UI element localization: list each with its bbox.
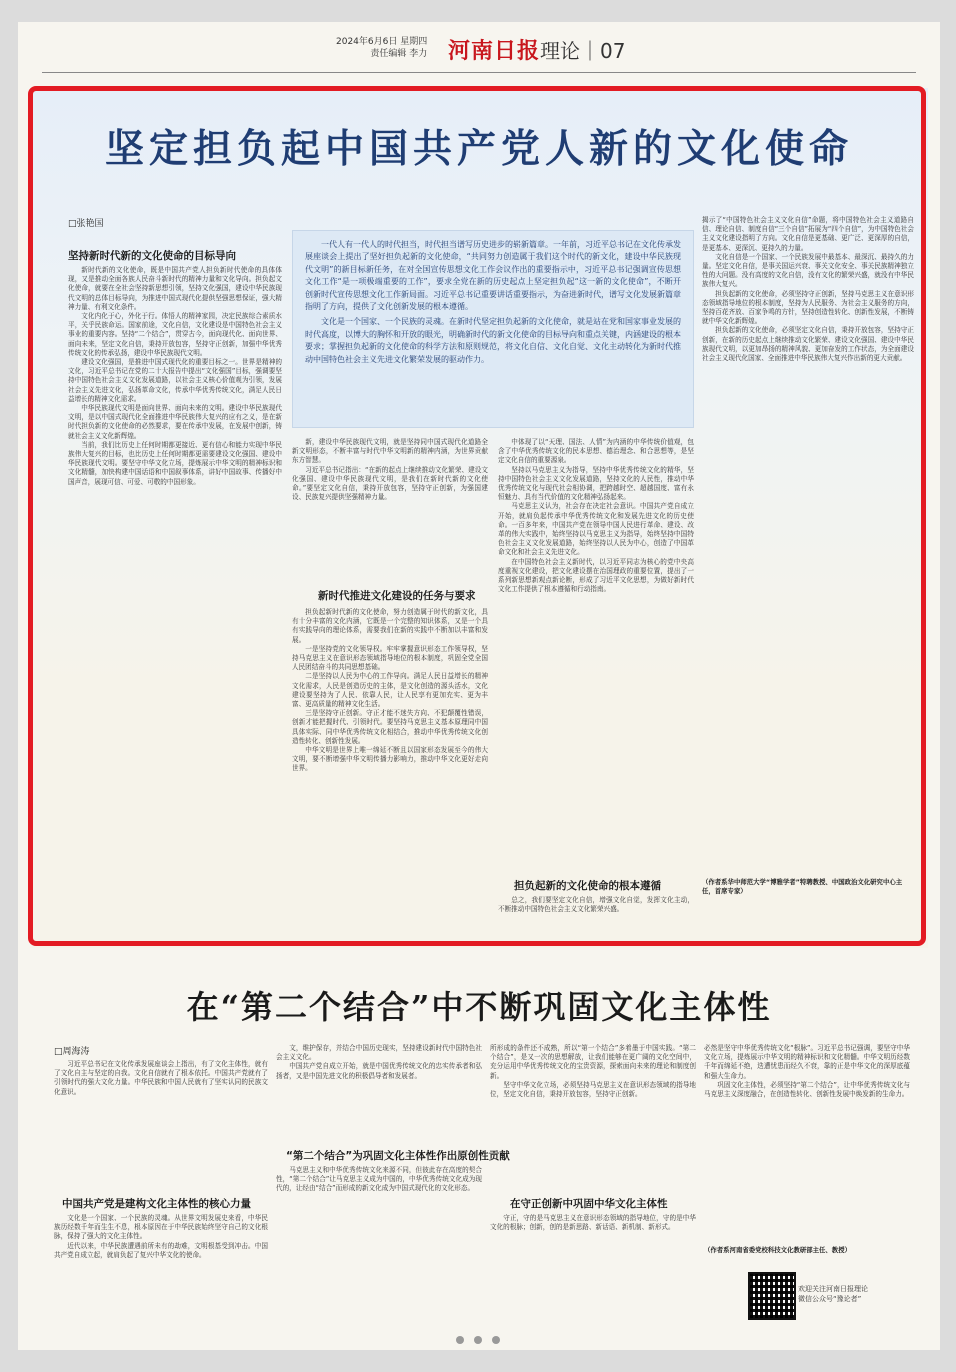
article-1-col-3a: 中体现了以“天理、国法、人情”为内涵的中华传统价值观，包含了中华优秀传统文化的民本思想、德治理念、和合思想等，是坚定文化自信的重要源泉。 坚持以马克思主义为指导，坚持中华优秀传统文化的精华，坚持中国特色社会主义文化发展道路，坚持文化的人民性，推动中华优秀传统文化与现代社会相协调，把跨越时空、超越国度、富有永恒魅力、具有当代价值的文化精神弘扬起来。 马克思主义认为，社会存在决定社会意识。中国共产党自成立开始，就肩负起传承中华优秀传统文化和发展先进文化的历史使命。一百多年来，中国共产党在领导中国人民进行革命、建设、改革的伟大实践中，始终坚持以马克思主义为指导，始终坚持中国特色社会主义文化发展道路，始终坚持以人民为中心，创造了中国革命文化和社会主义先进文化。 在中国特色社会主义新时代，以习近平同志为核心的党中央高度重视文化建设，把文化建设摆在治国理政的重要位置，提出了一系列新思想新观点新论断，形成了习近平文化思想，为做好新时代文化工作提供了根本遵循和行动指南。 bbox=[498, 438, 694, 594]
article-2-col-4: 必然是坚守中华优秀传统文化“根脉”。习近平总书记强调，要坚守中华文化立场，提炼展示中华文明的精神标识和文化精髓。中华文明历经数千年而绵延不绝，迭遭忧患而经久不衰，靠的正是中华文化的深厚底蕴和强大生命力。 巩固文化主体性，必须坚持“第二个结合”，让中华优秀传统文化与马克思主义深度融合，在创造性转化、创新性发展中焕发新的生命力。 bbox=[704, 1044, 910, 1099]
article-2-col-1b: 文化是一个国家、一个民族的灵魂。从世界文明发展史来看，中华民族历经数千年而生生不息，根本原因在于中华民族始终坚守自己的文化根脉，保持了强大的文化主体性。 近代以来，中华民族遭遇前所未有的劫难，文明根基受到冲击。中国共产党自成立起，就肩负起了复兴中华文化的使命。 bbox=[54, 1214, 268, 1259]
article-2-col-2b: 马克思主义和中华优秀传统文化来源不同，但彼此存在高度的契合性，“第二个结合”让马克思主义成为中国的，中华优秀传统文化成为现代的，让经由“结合”而形成的新文化成为中国式现代化的文化形态。 bbox=[276, 1166, 482, 1193]
newspaper-page bbox=[18, 22, 940, 1350]
article-1-lead: 一代人有一代人的时代担当，时代担当谱写历史进步的崭新篇章。一年前，习近平总书记在文化传承发展座谈会上提出了坚好担负起新的文化使命，“共同努力创造属于我们这个时代的新文化，建设中华民族现代文明”的新目标新任务，在对全国宣传思想文化工作会议作出的重要指示中，习近平总书记强调宣传思想文化工作“是一项极端重要的工作”，要求全党在新的历史起点上坚定担负起“这一新的文化使命”，不断开创新时代宣传思想文化工作新局面。习近平总书记重要讲话重要指示，为奋进新时代，谱写文化发展新篇章指明了方向，提供了文化创新发展的根本遵循。 文化是一个国家、一个民族的灵魂。在新时代坚定担负起新的文化使命，就是站在党和国家事业发展的时代高度，以博大的胸怀和开放的眼光，明确新时代的新文化使命的目标导向和重点关键，内涵建设的根本要求；掌握担负起新的文化使命的科学方法和原则规范，将文化自信、文化自觉、文化主动转化为新时代推动中国特色社会主义先进文化繁荣发展的驱动作力。 bbox=[292, 230, 694, 428]
header-meta bbox=[336, 36, 427, 60]
article-2-title: 在“第二个结合”中不断巩固文化主体性 bbox=[186, 988, 772, 1026]
article-1-author: □张艳国 bbox=[68, 219, 104, 229]
article-1-col-2a: 新，建设中华民族现代文明，就是坚持同中国式现代化道路全新文明形态，不断丰富与时代中华文明新的精神内涵，为世界贡献东方智慧。 习近平总书记指出：“在新的起点上继续推动文化繁荣、建设文化强国、建设中华民族现代文明，是我们在新时代新的文化使命。”要坚定文化自信，秉持开放包容，坚持守正创新，为强国建设、民族复兴提供坚强精神力量。 bbox=[292, 438, 488, 502]
article-2-col-1a: 习近平总书记在文化传承发展座谈会上指出，有了文化主体性，就有了文化自主与坚定的自我。文化自信就有了根本依托。中国共产党就有了引领时代的强大文化力量。中华民族和中国人民就有了坚实认同的民族文化意识。 bbox=[54, 1060, 268, 1096]
article-2-col-3b: 守正，守的是马克思主义在意识形态领域的指导地位，守的是中华文化的根脉；创新，创的是新思路、新话语、新机制、新形式。 bbox=[490, 1214, 696, 1232]
article-1-subhead-3: 担负起新的文化使命的根本遵循 bbox=[514, 880, 661, 892]
header-divider bbox=[42, 72, 916, 73]
page-dot-icon[interactable] bbox=[474, 1336, 482, 1344]
article-2-subhead-2: “第二个结合”为巩固文化主体性作出原创性贡献 bbox=[286, 1150, 510, 1162]
qr-code-icon[interactable] bbox=[748, 1272, 796, 1320]
article-2-subhead-3: 在守正创新中巩固中华文化主体性 bbox=[510, 1198, 668, 1210]
page-header bbox=[18, 32, 940, 66]
article-1-col-4: 揭示了“中国特色社会主义文化自信”命题，将中国特色社会主义道路自信、理论自信、制度自信“三个自信”拓展为“四个自信”，为中国特色社会主义文化建设指明了方向。文化自信是更基础、更广泛、更深厚的自信，是更基本、更深沉、更持久的力量。 文化自信是一个国家、一个民族发展中最基本、最深沉、最持久的力量。坚定文化自信，是事关国运兴衰、事关文化安全、事关民族精神独立性的大问题。没有高度的文化自信，没有文化的繁荣兴盛，就没有中华民族伟大复兴。 担负起新的文化使命，必须坚持守正创新，坚持马克思主义在意识形态领域指导地位的根本制度，坚持为人民服务、为社会主义服务的方向，坚持百花齐放、百家争鸣的方针，坚持创造性转化、创新性发展，不断铸就中华文化新辉煌。 担负起新的文化使命，必须坚定文化自信，秉持开放包容，坚持守正创新，在新的历史起点上继续推动文化繁荣、建设文化强国、建设中华民族现代文明，以更加昂扬的精神风貌、更加奋发的工作状态，为全面建设社会主义现代化国家、全面推进中华民族伟大复兴作出新的更大贡献。 bbox=[702, 216, 914, 363]
article-2-col-2a: 文，维护保存，并结合中国历史现实，坚持建设新时代中国特色社会主义文化。 中国共产党自成立开始，就是中国优秀传统文化的忠实传承者和弘扬者，又是中国先进文化的积极倡导者和发展者。 bbox=[276, 1044, 482, 1080]
page-indicator bbox=[456, 1336, 500, 1344]
header-editor: 责任编辑 李力 bbox=[370, 49, 428, 59]
page-dot-icon[interactable] bbox=[492, 1336, 500, 1344]
qr-caption: 欢迎关注河南日报理论 微信公众号“豫论者” bbox=[798, 1285, 868, 1303]
page-dot-icon[interactable] bbox=[456, 1336, 464, 1344]
article-1-title: 坚定担负起中国共产党人新的文化使命 bbox=[104, 126, 853, 172]
header-date: 2024年6月6日 星期四 bbox=[336, 37, 428, 47]
article-1-subhead-1: 坚持新时代新的文化使命的目标导向 bbox=[68, 250, 236, 262]
article-2-col-3a: 所形成的条件还不成熟，所以“第一个结合”多着墨于中国实践。“第二个结合”，是又一次的思想解放，让我们能够在更广阔的文化空间中，充分运用中华优秀传统文化的宝贵资源，探索面向未来的理论和制度创新。 坚守中华文化立场，必须坚持马克思主义在意识形态领域的指导地位，坚定文化自信，秉持开放包容，坚持守正创新。 bbox=[490, 1044, 696, 1099]
section-label: 理论｜07 bbox=[540, 39, 626, 63]
article-2-byline: （作者系河南省委党校科技文化教研部主任、教授） bbox=[704, 1246, 851, 1254]
article-2-subhead-1: 中国共产党是建构文化主体性的核心力量 bbox=[62, 1198, 251, 1210]
article-1-col-1: 新时代新的文化使命，既是中国共产党人担负新时代使命的具体体现，又是推动全面各族人民奋斗新时代的精神力量和文化导向。担负起文化使命，就要在全社会坚持新思想引领，坚持文化强国，建设中华民族现代文明的总体目标导向，为推进中国式现代化提供坚强思想保证，强大精神力量、有利文化条件。 文化内化于心，外化于行。体悟人的精神家园，决定民族综合素质水平，关乎民族命运。国家前途，文化自信，文化建设是中国特色社会主义事业的重要内容。坚持“二个结合”，贯穿古今，面向现代化、面向世界、面向未来，坚定文化自信，秉持开放包容，坚持守正创新，加强中华优秀传统文化的传承弘扬，建设中华民族现代文明。 建设文化强国，是推进中国式现代化的重要目标之一。世界是精神的文化，习近平总书记在党的二十大报告中提出“文化强国”目标，强调要坚持中国特色社会主义文化发展道路，以社会主义核心价值观为引领，发展社会主义先进文化，弘扬革命文化，传承中华优秀传统文化，满足人民日益增长的精神文化需求。 中华民族现代文明是面向世界、面向未来的文明。建设中华民族现代文明，是以中国式现代化全面推进中华民族伟大复兴的应有之义，是在新时代担负新的文化使命的必然要求，要在传承中发展，在发展中创新，铸就社会主义文化新辉煌。 当前，我们比历史上任何时期都更接近、更有信心和能力实现中华民族伟大复兴的目标，也比历史上任何时期都更需要建设文化强国、建设中华民族现代文明。要坚守中华文化立场，提炼展示中华文明的精神标识和文化精髓，加快构建中国话语和中国叙事体系，讲好中国故事、传播好中国声音，展现可信、可爱、可敬的中国形象。 bbox=[68, 266, 282, 486]
article-1-col-2b: 担负起新时代新的文化使命，努力创造属于时代的新文化，具有十分丰富的文化内涵，它既是一个完整的知识体系，又是一个具有实践导向的理论体系，需要我们在新的实践中不断加以丰富和发展。 一是坚持党的文化领导权。牢牢掌握意识形态工作领导权，坚持马克思主义在意识形态领域指导地位的根本制度，巩固全党全国人民团结奋斗的共同思想基础。 二是坚持以人民为中心的工作导向。满足人民日益增长的精神文化需求，人民是创造历史的主体，是文化创造的源头活水，文化建设要坚持为了人民、依靠人民，让人民享有更加充实、更为丰富、更高质量的精神文化生活。 三是坚持守正创新。守正才能不迷失方向、不犯颠覆性错误，创新才能把握时代、引领时代。要坚持马克思主义基本原理同中国具体实际、同中华优秀传统文化相结合，推动中华优秀传统文化创造性转化、创新性发展。 中华文明是世界上唯一绵延不断且以国家形态发展至今的伟大文明，要不断增强中华文明传播力影响力，推动中华文化更好走向世界。 bbox=[292, 608, 488, 773]
article-1 bbox=[30, 88, 928, 948]
article-1-col-3b: 总之，我们要坚定文化自信，增强文化自觉，发挥文化主动，不断推动中国特色社会主义文化繁荣兴盛。 bbox=[498, 896, 694, 914]
newspaper-logo: 河南日报 bbox=[448, 38, 541, 64]
article-2-author: □周海涛 bbox=[54, 1047, 90, 1057]
article-1-byline: （作者系华中师范大学“博雅学者”特聘教授、中国政治文化研究中心主任，首席专家） bbox=[702, 878, 903, 895]
article-1-subhead-2: 新时代推进文化建设的任务与要求 bbox=[318, 590, 476, 602]
